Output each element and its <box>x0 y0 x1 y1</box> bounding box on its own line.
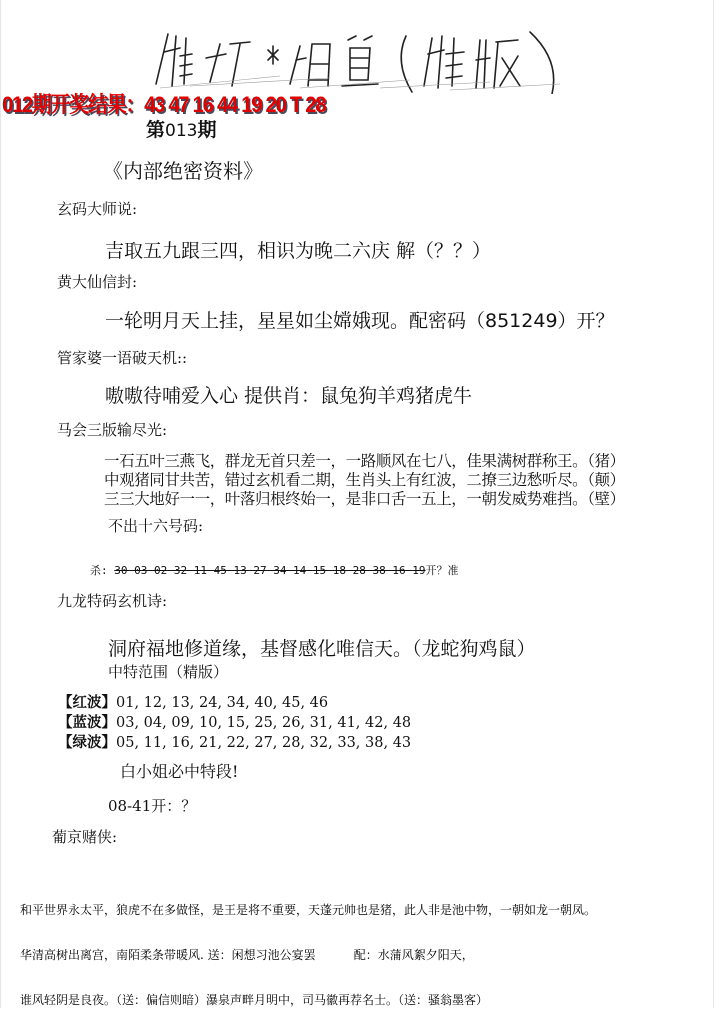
guanjiapo-riddle: 嗷嗷待哺爱入心 提供肖：鼠兔狗羊鸡猪虎牛 <box>105 385 473 407</box>
issue-value: 013 <box>165 121 198 141</box>
section-label-jiulong: 九龙特码玄机诗: <box>57 592 168 610</box>
section-label-mahui: 马会三版输尽光: <box>57 421 168 439</box>
wave-numbers-green: 05, 11, 16, 21, 22, 27, 28, 32, 33, 38, 43 <box>116 735 412 751</box>
wave-tag-blue: 【蓝波】 <box>58 714 116 731</box>
wave-tag-red: 【红波】 <box>58 694 116 711</box>
kill-suffix: 开？准 <box>425 564 459 577</box>
wave-numbers-red: 01, 12, 13, 24, 34, 40, 45, 46 <box>116 695 329 711</box>
previous-draw-result: 012期开奖结果：43 47 16 44 19 20 T 28 <box>2 92 326 117</box>
kill-numbers-line <box>90 562 459 578</box>
handwritten-title-graphic <box>150 14 570 94</box>
wave-tag-green: 【绿波】 <box>58 734 116 751</box>
issue-suffix: 期 <box>197 119 217 141</box>
mahui-poem <box>104 452 625 509</box>
footer-poem <box>20 873 596 1023</box>
section-label-guanjiapo: 管家婆一语破天机:: <box>57 349 188 367</box>
wave-row-blue <box>58 711 411 732</box>
wave-row-green <box>58 731 411 752</box>
issue-number <box>146 115 216 142</box>
poem-line: 中观猪同甘共苦，错过玄机看二期，生肖头上有红波，二撩三边愁听尽。（颠） <box>104 471 625 489</box>
section-label-xuanma: 玄码大师说: <box>57 200 138 218</box>
poem-line: 一石五叶三燕飞，群龙无首只差一，一路顺风在七八，佳果满树群称王。（猪） <box>104 452 625 470</box>
section-label-huangdaxian: 黄大仙信封: <box>57 273 138 291</box>
range-label: 中特范围（精版） <box>108 663 229 681</box>
jiulong-poem: 洞府福地修道缘，基督感化唯信天。（龙蛇狗鸡鼠） <box>108 638 536 660</box>
baixiaojie-text: 白小姐必中特段! <box>120 762 239 781</box>
footer-line: 华清高树出离宫，南陌柔条带暖风. 送：闲想习池公宴罢 配：水蒲风絮夕阳天， <box>20 948 474 962</box>
document-title: 《内部绝密资料》 <box>103 159 263 183</box>
issue-prefix: 第 <box>146 119 166 141</box>
footer-line: 和平世界永太平，狼虎不在多做怪，是王是将不重要，天蓬元帅也是猪，此人非是池中物，一朝如龙一朝凤。 <box>20 903 597 917</box>
huangdaxian-riddle: 一轮明月天上挂，星星如尘嫦娥现。配密码（851249）开？ <box>105 310 615 332</box>
title-art-image <box>150 14 570 94</box>
kill-prefix: 杀: <box>90 564 108 577</box>
kill-numbers: 30 03 02 32 11 45 13 27 34 14 15 18 28 38 16 19 <box>114 564 426 577</box>
xuanma-riddle: 吉取五九跟三四，相识为晚二六庆 解（？？） <box>105 240 492 262</box>
footer-line: 谁风轻阴是良夜。（送：偏信则暗）瀑泉声畔月明中，司马徽再荐名士。（送：骚翁墨客） <box>20 993 489 1007</box>
wave-numbers-blue: 03, 04, 09, 10, 15, 25, 26, 31, 41, 42, 48 <box>116 715 412 731</box>
baixiaojie-range: 08-41开：？ <box>108 797 197 815</box>
poem-line: 三三大地好一一，叶落归根终始一，是非口舌一五上，一朝发威势难挡。（壁） <box>104 490 625 508</box>
exclude-sixteen-label: 不出十六号码: <box>108 517 204 535</box>
wave-row-red <box>58 691 328 712</box>
section-label-pujing: 葡京赌侠: <box>52 828 118 846</box>
